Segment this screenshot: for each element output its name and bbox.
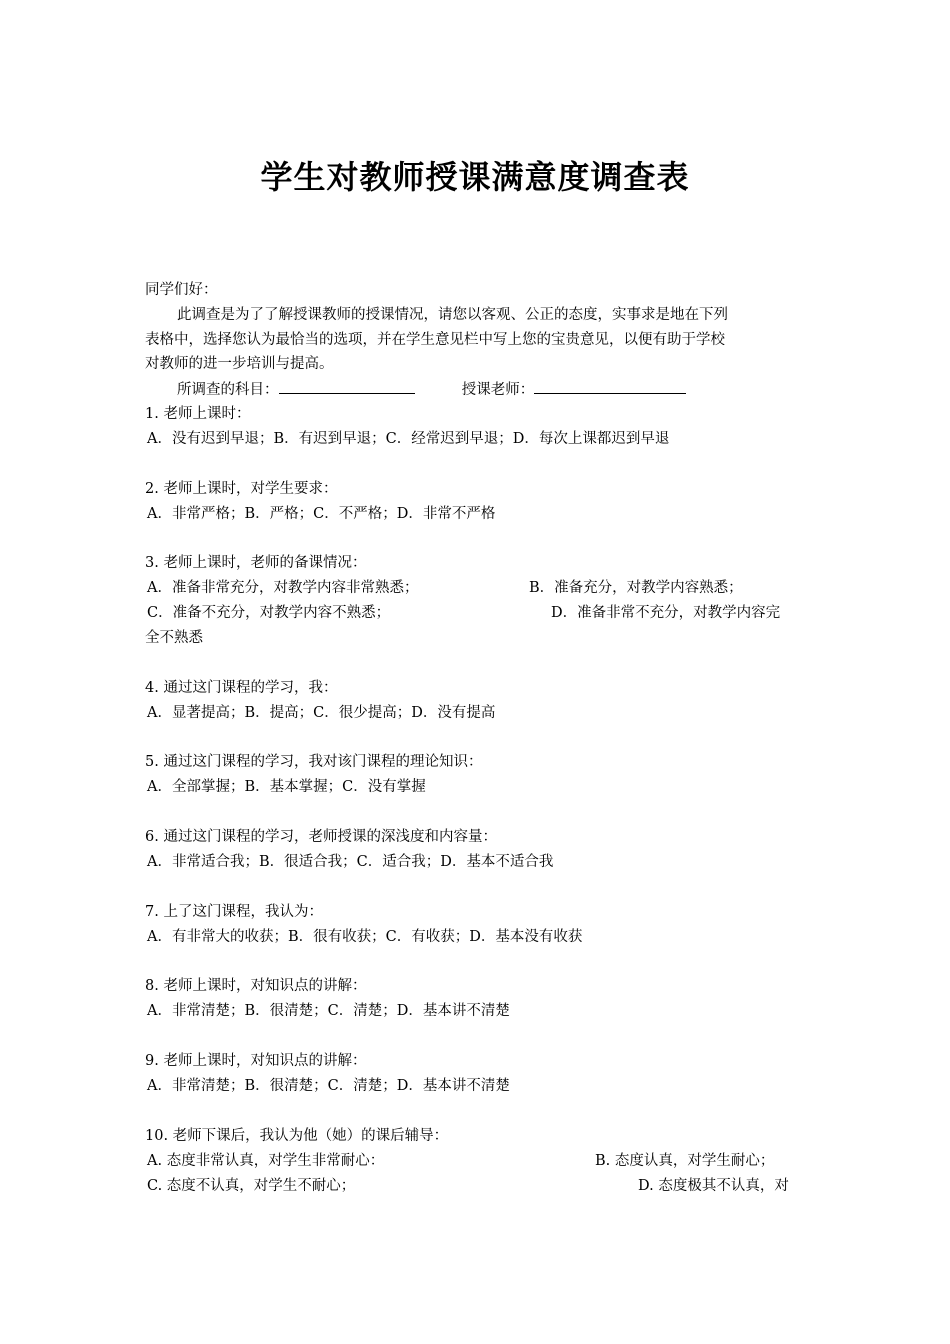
question-7-options: A．有非常大的收获；B．很有收获；C．有收获；D．基本没有收获 bbox=[147, 929, 583, 945]
question-10: 10. 老师下课后，我认为他（她）的课后辅导： bbox=[145, 1128, 449, 1144]
question-5: 5. 通过这门课程的学习，我对该门课程的理论知识： bbox=[145, 754, 483, 770]
question-6-options: A．非常适合我；B．很适合我；C．适合我；D．基本不适合我 bbox=[147, 854, 554, 870]
question-8: 8. 老师上课时，对知识点的讲解： bbox=[145, 978, 367, 994]
subject-label: 所调查的科目： bbox=[177, 382, 279, 398]
question-9-options: A．非常清楚；B．很清楚；C．清楚；D．基本讲不清楚 bbox=[147, 1078, 510, 1094]
teacher-label: 授课老师： bbox=[461, 382, 535, 398]
question-3-option-c: C．准备不充分，对教学内容不熟悉； bbox=[147, 605, 391, 621]
intro-line-1: 此调查是为了了解授课教师的授课情况，请您以客观、公正的态度，实事求是地在下列 bbox=[177, 307, 728, 323]
question-8-options: A．非常清楚；B．很清楚；C．清楚；D．基本讲不清楚 bbox=[147, 1003, 510, 1019]
question-10-option-d: D. 态度极其不认真，对 bbox=[638, 1178, 789, 1194]
question-7: 7. 上了这门课程，我认为： bbox=[145, 904, 323, 920]
question-2: 2. 老师上课时，对学生要求： bbox=[145, 481, 338, 497]
question-4-options: A．显著提高；B．提高；C．很少提高；D．没有提高 bbox=[147, 705, 496, 721]
page-title: 学生对教师授课满意度调查表 bbox=[260, 158, 690, 196]
question-10-option-b: B. 态度认真，对学生耐心； bbox=[595, 1153, 775, 1169]
question-4: 4. 通过这门课程的学习，我： bbox=[145, 680, 338, 696]
question-3-option-d-wrap: 全不熟悉 bbox=[145, 630, 203, 646]
question-2-options: A．非常严格；B．严格；C．不严格；D．非常不严格 bbox=[147, 506, 496, 522]
question-3-option-b: B．准备充分，对教学内容熟悉； bbox=[529, 580, 743, 596]
question-1: 1. 老师上课时： bbox=[145, 406, 251, 422]
question-3-option-a: A．准备非常充分，对教学内容非常熟悉； bbox=[147, 580, 419, 596]
intro-line-2: 表格中，选择您认为最恰当的选项，并在学生意见栏中写上您的宝贵意见，以便有助于学校 bbox=[145, 332, 725, 348]
teacher-blank[interactable] bbox=[534, 377, 686, 394]
question-6: 6. 通过这门课程的学习，老师授课的深浅度和内容量： bbox=[145, 829, 497, 845]
question-3-option-d: D．准备非常不充分，对教学内容完 bbox=[551, 605, 781, 621]
question-10-option-a: A. 态度非常认真，对学生非常耐心： bbox=[147, 1153, 385, 1169]
intro-line-3: 对教师的进一步培训与提高。 bbox=[145, 356, 334, 372]
survey-fields bbox=[177, 377, 686, 402]
subject-blank[interactable] bbox=[279, 377, 415, 394]
question-9: 9. 老师上课时，对知识点的讲解： bbox=[145, 1053, 367, 1069]
question-1-options: A．没有迟到早退；B．有迟到早退；C．经常迟到早退；D．每次上课都迟到早退 bbox=[147, 431, 670, 447]
greeting: 同学们好： bbox=[145, 282, 218, 298]
question-3: 3. 老师上课时，老师的备课情况： bbox=[145, 555, 367, 571]
question-5-options: A．全部掌握；B．基本掌握；C．没有掌握 bbox=[147, 779, 426, 795]
question-10-option-c: C. 态度不认真，对学生不耐心； bbox=[147, 1178, 356, 1194]
